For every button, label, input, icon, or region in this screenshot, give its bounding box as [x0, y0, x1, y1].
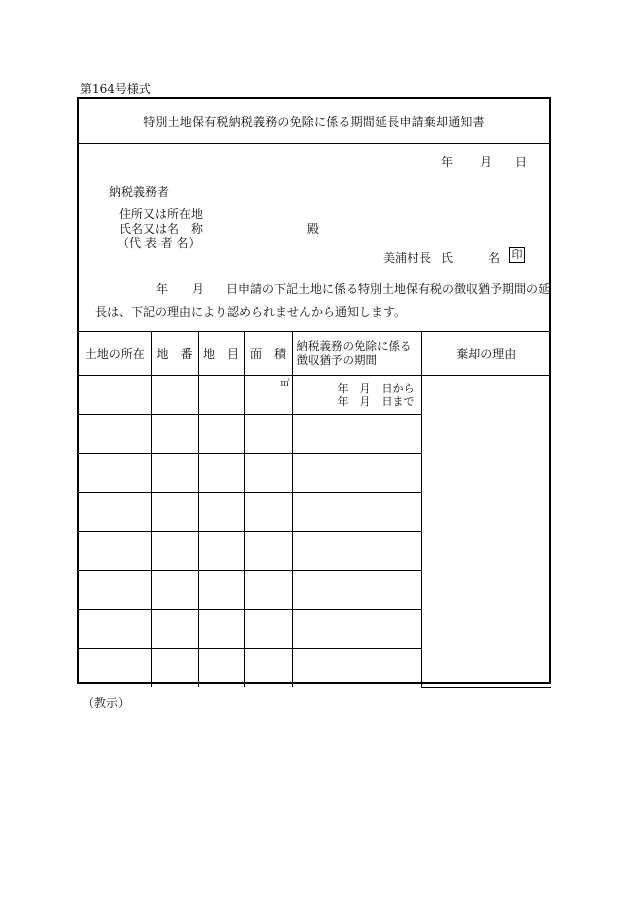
seal-stamp: 印	[509, 247, 525, 263]
cell-location[interactable]	[79, 415, 151, 454]
cell-period[interactable]	[292, 532, 421, 571]
cell-area[interactable]	[244, 610, 292, 649]
header-land-category: 地 目	[198, 331, 244, 376]
cell-lot-number[interactable]	[151, 532, 198, 571]
table-row	[79, 376, 551, 415]
cell-period[interactable]	[292, 610, 421, 649]
form-title: 特別土地保有税納税義務の免除に係る期間延長申請棄却通知書	[143, 114, 485, 129]
date-day: 日	[515, 155, 528, 169]
seal-mark	[509, 247, 525, 263]
body-month: 月	[192, 282, 205, 296]
name-label: 氏名又は名 称	[119, 222, 204, 236]
cell-land-category[interactable]	[198, 454, 244, 493]
cell-period[interactable]	[292, 571, 421, 610]
cell-area[interactable]	[244, 649, 292, 688]
body-year: 年	[156, 282, 169, 296]
cell-period[interactable]	[292, 649, 421, 688]
instruction-note: （教示）	[82, 696, 131, 710]
issuer-name-label-2: 名	[488, 251, 501, 265]
header-period	[292, 331, 421, 376]
cell-area[interactable]	[244, 571, 292, 610]
area-unit: ㎡	[280, 379, 290, 389]
cell-area[interactable]	[244, 454, 292, 493]
cell-lot-number[interactable]	[151, 571, 198, 610]
cell-land-category[interactable]	[198, 415, 244, 454]
cell-land-category[interactable]	[198, 493, 244, 532]
cell-lot-number[interactable]	[151, 415, 198, 454]
address-label: 住所又は所在地	[119, 207, 204, 221]
cell-location[interactable]	[79, 376, 151, 415]
cell-location[interactable]	[79, 493, 151, 532]
cell-land-category[interactable]	[198, 649, 244, 688]
cell-lot-number[interactable]	[151, 649, 198, 688]
header-location: 土地の所在	[79, 331, 151, 376]
cell-location[interactable]	[79, 610, 151, 649]
body-line-1: 日申請の下記土地に係る特別土地保有税の徴収猶予期間の延	[226, 282, 551, 296]
date-year: 年	[441, 155, 454, 169]
header-reason: 棄却の理由	[421, 331, 551, 376]
header-period-line-2: 徴収猶予の期間	[296, 353, 377, 367]
cell-period[interactable]	[292, 454, 421, 493]
form-frame	[77, 97, 551, 684]
table-header-row	[79, 331, 551, 376]
issuer-title: 美浦村長	[383, 251, 432, 265]
cell-lot-number[interactable]	[151, 493, 198, 532]
date-month: 月	[480, 155, 493, 169]
representative-label: （代 表 者 名）	[117, 236, 201, 250]
title-divider	[79, 143, 549, 144]
cell-period[interactable]	[292, 376, 421, 415]
cell-area[interactable]	[244, 532, 292, 571]
cell-lot-number[interactable]	[151, 454, 198, 493]
cell-period[interactable]	[292, 415, 421, 454]
cell-area[interactable]	[244, 493, 292, 532]
cell-lot-number[interactable]	[151, 376, 198, 415]
honorific: 殿	[307, 222, 320, 236]
issuer-name-label-1: 氏	[441, 251, 454, 265]
cell-location[interactable]	[79, 571, 151, 610]
body-line-2: 長は、下記の理由により認められませんから通知します。	[95, 305, 407, 319]
cell-area[interactable]	[244, 376, 292, 415]
cell-location[interactable]	[79, 454, 151, 493]
cell-location[interactable]	[79, 532, 151, 571]
cell-period[interactable]	[292, 493, 421, 532]
cell-lot-number[interactable]	[151, 610, 198, 649]
period-from: 年 月 日から	[337, 382, 415, 395]
cell-land-category[interactable]	[198, 532, 244, 571]
cell-land-category[interactable]	[198, 571, 244, 610]
cell-reason[interactable]	[421, 376, 551, 688]
period-to: 年 月 日まで	[337, 395, 415, 408]
taxpayer-heading: 納税義務者	[109, 185, 170, 199]
cell-area[interactable]	[244, 415, 292, 454]
form-number: 第164号様式	[80, 82, 151, 96]
header-period-line-1: 納税義務の免除に係る	[296, 339, 412, 353]
land-table	[79, 331, 551, 688]
header-lot-number: 地 番	[151, 331, 198, 376]
cell-location[interactable]	[79, 649, 151, 688]
header-area: 面 積	[244, 331, 292, 376]
cell-land-category[interactable]	[198, 610, 244, 649]
cell-land-category[interactable]	[198, 376, 244, 415]
